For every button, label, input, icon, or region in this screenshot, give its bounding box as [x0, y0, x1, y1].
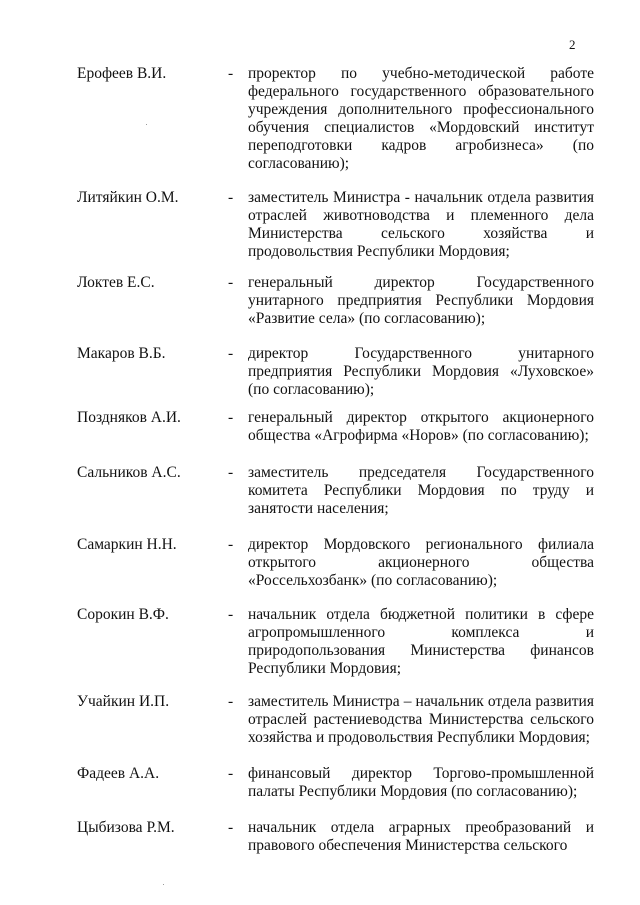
member-position: финансовый директор Торгово-промышленной палаты Республики Мордовия (по согласованию);	[248, 765, 594, 800]
member-position: проректор по учебно-методической работе федерального государственного образовательного учреждения дополнительного профессионального обучения специалистов «Мордовский институт переподготовки кадров агробизнеса» (по согласованию);	[248, 65, 594, 172]
dash-separator: -	[228, 765, 234, 782]
dash-separator: -	[228, 409, 234, 426]
member-name: Ерофеев В.И.	[77, 65, 167, 82]
list-item	[0, 65, 640, 189]
member-position: начальник отдела бюджетной политики в сфере агропромышленного комплекса и природопользования Министерства финансов Республики Мордовия;	[248, 606, 594, 677]
member-name: Сальников А.С.	[77, 464, 181, 481]
member-position: начальник отдела аграрных преобразований и правового обеспечения Министерства сельского	[248, 819, 594, 854]
dash-separator: -	[228, 464, 234, 481]
member-position: заместитель председателя Государственного комитета Республики Мордовия по труду и занятости населения;	[248, 464, 594, 517]
member-name: Локтев Е.С.	[77, 274, 155, 291]
member-position: генеральный директор Государственного унитарного предприятия Республики Мордовия «Развитие села» (по согласованию);	[248, 274, 594, 327]
list-item	[0, 693, 640, 765]
member-position: заместитель Министра - начальник отдела развития отраслей животноводства и племенного дела Министерства сельского хозяйства и продовольствия Республики Мордовия;	[248, 189, 594, 260]
list-item	[0, 765, 640, 819]
scan-speck	[163, 884, 164, 885]
dash-separator: -	[228, 693, 234, 710]
dash-separator: -	[228, 536, 234, 553]
dash-separator: -	[228, 65, 234, 82]
list-item	[0, 819, 640, 879]
member-name: Макаров В.Б.	[77, 345, 166, 362]
member-name: Цыбизова Р.М.	[77, 819, 175, 836]
member-name: Литяйкин О.М.	[77, 189, 179, 206]
member-position: заместитель Министра – начальник отдела развития отраслей растениеводства Министерства сельского хозяйства и продовольствия Республики Мордовия;	[248, 693, 594, 746]
dash-separator: -	[228, 189, 234, 206]
list-item	[0, 464, 640, 536]
list-item	[0, 409, 640, 464]
page-number: 2	[569, 37, 576, 52]
member-name: Сорокин В.Ф.	[77, 606, 169, 623]
scan-speck	[146, 124, 147, 125]
list-item	[0, 274, 640, 345]
member-name: Поздняков А.И.	[77, 409, 181, 426]
member-name: Фадеев А.А.	[77, 765, 160, 782]
member-name: Самаркин Н.Н.	[77, 536, 177, 553]
dash-separator: -	[228, 819, 234, 836]
member-name: Учайкин И.П.	[77, 693, 170, 710]
dash-separator: -	[228, 606, 234, 623]
member-position: директор Государственного унитарного предприятия Республики Мордовия «Луховское» (по согласованию);	[248, 345, 594, 398]
dash-separator: -	[228, 345, 234, 362]
dash-separator: -	[228, 274, 234, 291]
member-position: директор Мордовского регионального филиала открытого акционерного общества «Россельхозбанк» (по согласованию);	[248, 536, 594, 589]
commission-member-list	[0, 65, 640, 879]
list-item	[0, 606, 640, 693]
list-item	[0, 536, 640, 606]
list-item	[0, 345, 640, 409]
list-item	[0, 189, 640, 274]
member-position: генеральный директор открытого акционерного общества «Агрофирма «Норов» (по согласованию);	[248, 409, 594, 444]
